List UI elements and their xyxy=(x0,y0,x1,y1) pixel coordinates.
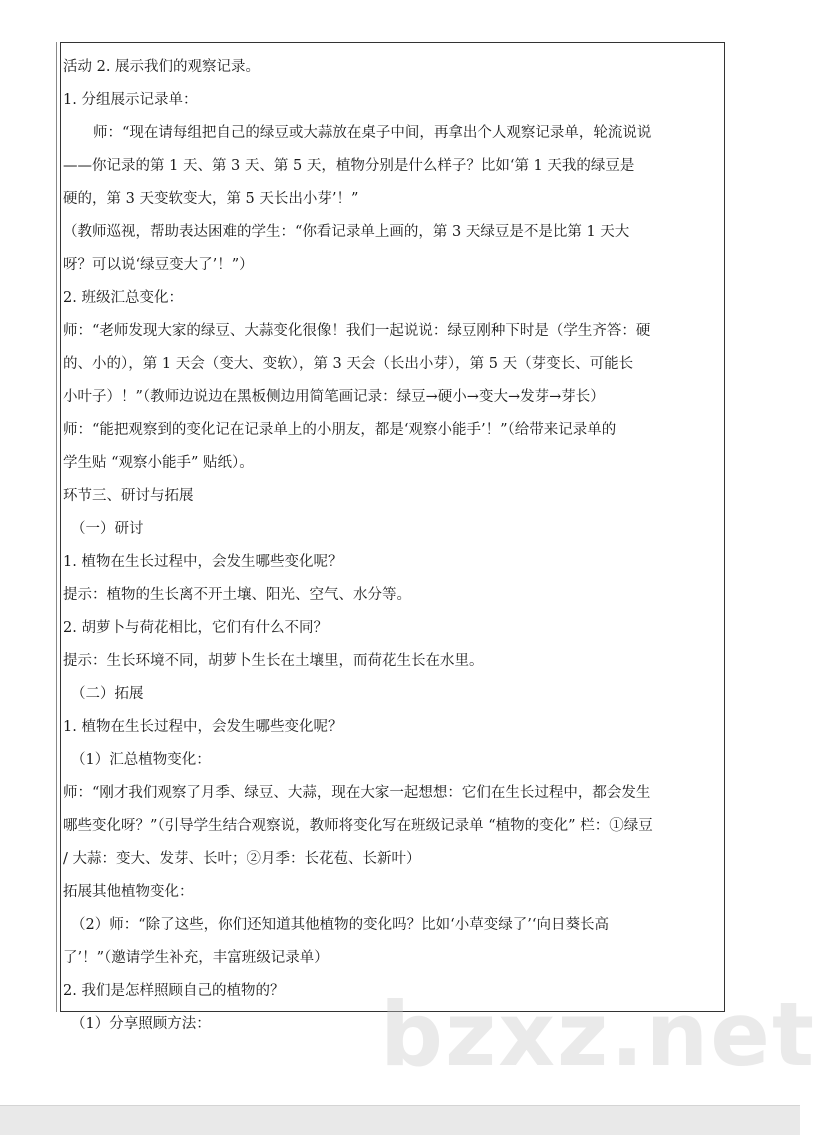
document-body xyxy=(61,51,743,1041)
activity-heading: 活动 2. 展示我们的观察记录。 xyxy=(63,59,261,75)
paragraph-line: （教师巡视，帮助表达困难的学生：“你看记录单上画的，第 3 天绿豆是不是比第 1 天大 xyxy=(63,224,630,240)
subsection-heading: （1）汇总植物变化： xyxy=(71,752,211,768)
paragraph-line: 师：“能把观察到的变化记在记录单上的小朋友，都是‘观察小能手’！”（给带来记录单的 xyxy=(63,422,617,438)
section-heading: 1. 分组展示记录单： xyxy=(63,92,198,108)
question-line: 2. 胡萝卜与荷花相比，它们有什么不同？ xyxy=(63,620,328,636)
document-table-cell xyxy=(60,42,725,1032)
paragraph-line: / 大蒜：变大、发芽、长叶；②月季：长花苞、长新叶） xyxy=(63,851,421,867)
paragraph-line: 学生贴 “观察小能手” 贴纸）。 xyxy=(63,455,254,471)
paragraph-line: 师：“现在请每组把自己的绿豆或大蒜放在桌子中间，再拿出个人观察记录单，轮流说说 xyxy=(93,125,652,141)
paragraph-line: 了’！”（邀请学生补充，丰富班级记录单） xyxy=(63,950,329,966)
paragraph-line: 师：“老师发现大家的绿豆、大蒜变化很像！我们一起说说：绿豆刚种下时是（学生齐答：硬 xyxy=(63,323,651,339)
paragraph-line: 小叶子）！”（教师边说边在黑板侧边用简笔画记录：绿豆→硬小→变大→发芽→芽长） xyxy=(63,389,605,405)
paragraph-line: 呀？可以说‘绿豆变大了’！”） xyxy=(63,257,254,273)
subsection-heading: （二）拓展 xyxy=(71,686,144,702)
paragraph-line: 师：“刚才我们观察了月季、绿豆、大蒜，现在大家一起想想：它们在生长过程中，都会发生 xyxy=(63,785,651,801)
paragraph-line: （2）师：“除了这些，你们还知道其他植物的变化吗？比如‘小草变绿了’‘向日葵长高 xyxy=(71,917,609,933)
paragraph-line: ——你记录的第 1 天、第 3 天、第 5 天，植物分别是什么样子？比如‘第 1 天我的绿豆是 xyxy=(63,158,635,174)
paragraph-line: 的、小的），第 1 天会（变大、变软），第 3 天会（长出小芽），第 5 天（芽变长、可能长 xyxy=(63,356,634,372)
subsection-heading: （一）研讨 xyxy=(71,521,144,537)
page-margin-line xyxy=(56,42,57,1012)
question-line: 2. 我们是怎样照顾自己的植物的？ xyxy=(63,983,285,999)
hint-line: 提示：植物的生长离不开土壤、阳光、空气、水分等。 xyxy=(63,587,411,603)
hint-line: 提示：生长环境不同，胡萝卜生长在土壤里，而荷花生长在水里。 xyxy=(63,653,484,669)
paragraph-line: 硬的，第 3 天变软变大，第 5 天长出小芽’！” xyxy=(63,191,359,207)
viewer-bottom-bar xyxy=(0,1105,800,1135)
paragraph-line: 哪些变化呀？”（引导学生结合观察说，教师将变化写在班级记录单 “植物的变化” 栏：①绿豆 xyxy=(63,818,653,834)
question-line: 1. 植物在生长过程中，会发生哪些变化呢？ xyxy=(63,554,343,570)
section-heading: 环节三、研讨与拓展 xyxy=(63,488,194,504)
section-heading: 拓展其他植物变化： xyxy=(63,884,194,900)
site-watermark: bzxz.net xyxy=(380,983,816,1086)
question-line: 1. 植物在生长过程中，会发生哪些变化呢？ xyxy=(63,719,343,735)
section-heading: 2. 班级汇总变化： xyxy=(63,290,183,306)
subsection-heading: （1）分享照顾方法： xyxy=(71,1016,211,1032)
